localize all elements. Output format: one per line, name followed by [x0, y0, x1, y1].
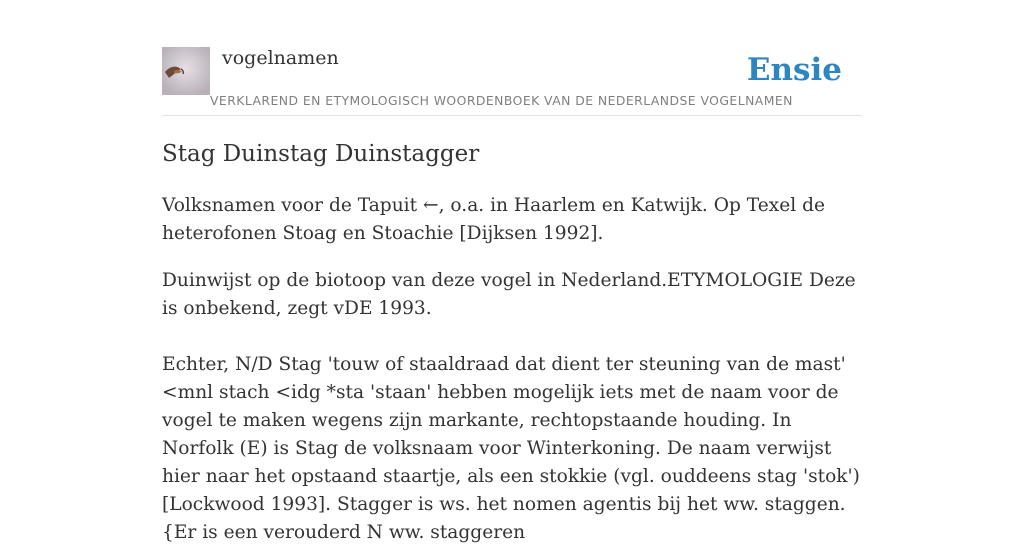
article-paragraph-2: Duinwijst op de biotoop van deze vogel in Nederland.ETYMOLOGIE Deze is onbekend, zegt vDE 1993. [162, 270, 856, 319]
page-title: Stag Duinstag Duinstagger [162, 141, 480, 167]
ensie-logo[interactable]: Ensie [746, 52, 842, 88]
article [162, 138, 862, 547]
article-paragraph-3: Echter, N/D Stag 'touw of staaldraad dat dient ter steuning van de mast' <mnl stach <idg *sta 'staan' hebben mogelijk iets met de naam voor de vogel te maken wegens zijn markante, rechtopstaande houding. In Norfolk (E) is Stag de volksnaam voor Winterkoning. De naam verwijst hier naar het opstaand staartje, als een stokkie (vgl. ouddeens stag 'stok') [Lockwood 1993]. Stagger is ws. het nomen agentis bij het ww. staggen. {Er is een verouderd N ww. staggeren [162, 354, 860, 543]
site-subtitle: VERKLAREND EN ETYMOLOGISCH WOORDENBOEK VAN DE NEDERLANDSE VOGELNAMEN [210, 93, 793, 108]
article-paragraph-1: Volksnamen voor de Tapuit ←, o.a. in Haarlem en Katwijk. Op Texel de heterofonen Stoag en Stoachie [Dijksen 1992]. [162, 195, 826, 244]
avatar[interactable] [162, 47, 210, 95]
site-header [162, 46, 862, 116]
bird-photo-icon [162, 47, 210, 95]
site-name[interactable]: vogelnamen [222, 47, 339, 69]
